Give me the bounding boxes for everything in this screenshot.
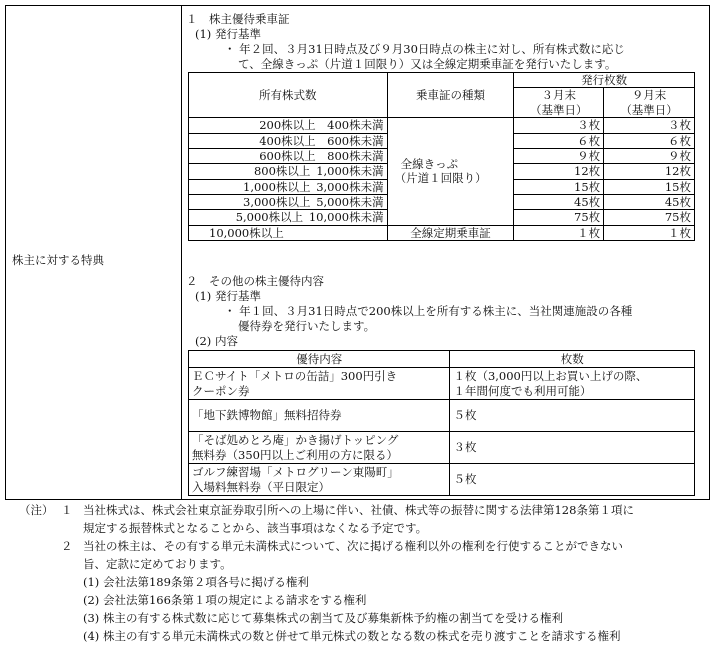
list-item: (1) 会社法第189条第２項各号に掲げる権利 <box>83 575 309 589</box>
table-row: ＥＣサイト「メトロの缶詰」300円引き クーポン券 <box>189 368 450 400</box>
table-row: 3,000株以上 5,000株未満 <box>189 195 388 210</box>
table-row: 600株以上 800株未満 <box>189 148 388 163</box>
benefits-frame <box>5 5 710 500</box>
table-row: 「地下鉄博物館」無料招待券 <box>189 400 450 432</box>
table-row: 200株以上 400株未満 <box>189 118 388 133</box>
section1-body-line1: ・ 年２回、３月31日時点及び９月30日時点の株主に対し、所有株式数に応じ <box>224 42 625 56</box>
note1-line1: 当社株式は、株式会社東京証券取引所への上場に伴い、社債、株式等の振替に関する法律第128条第１項に <box>83 503 634 517</box>
column-divider <box>181 6 182 499</box>
col-count-header: 発行枚数 <box>514 73 695 88</box>
row-label: 株主に対する特典 <box>12 253 104 267</box>
section2-body-line2: 優待券を発行いたします。 <box>238 319 376 333</box>
table-row: 10,000株以上 <box>189 225 388 240</box>
col-type-header: 乗車証の種類 <box>387 73 514 118</box>
section1-title: １ 株主優待乗車証 <box>186 12 290 26</box>
list-item: (3) 株主の有する株式数に応じて募集株式の割当て及び募集新株予約権の割当てを受ける権利 <box>83 611 563 625</box>
ticket-table: 所有株式数 乗車証の種類 発行枚数 ３月末 （基準日） ９月末 （基準日） 200株以上 400株未満 全線きっぷ （片道１回限り） ３枚 ３枚 400株以上 600株未満 ６枚 ６枚 600株以上 800株未満 ９枚 ９枚 800株以上 1,000株未満 12枚 12枚 1,000株以上 3,000株未満 15枚 15枚 3,000株以上 5,000株未満 45枚 45枚 5,000株以上 10,000株未満 75枚 75枚 10,000株以上 全線定期乗車証 １枚 １枚 <box>188 72 695 241</box>
notes-heading: （注） <box>19 503 54 517</box>
col-count-header: 枚数 <box>450 351 695 368</box>
col-march-header: ３月末 （基準日） <box>514 88 604 118</box>
section2-body-line1: ・ 年１回、３月31日時点で200株以上を所有する株主に、当社関連施設の各種 <box>224 304 633 318</box>
note2-line1: 当社の株主は、その有する単元未満株式について、次に掲げる権利以外の権利を行使することができない <box>83 539 624 553</box>
note1-line2: 規定する振替株式となることから、該当事項はなくなる予定です。 <box>83 521 428 535</box>
list-item: (4) 株主の有する単元未満株式の数と併せて単元株式の数となる数の株式を売り渡すことを請求する権利 <box>83 629 621 643</box>
table-row: 1,000株以上 3,000株未満 <box>189 179 388 194</box>
note2-line2: 旨、定款に定めております。 <box>83 557 232 571</box>
list-item: (2) 会社法第166条第１項の規定による請求をする権利 <box>83 593 367 607</box>
section1-subheading: (1) 発行基準 <box>195 27 261 41</box>
section2-title: ２ その他の株主優待内容 <box>186 274 324 288</box>
table-row: 5,000株以上 10,000株未満 <box>189 210 388 225</box>
col-shares-header: 所有株式数 <box>189 73 388 118</box>
ticket-type-cell: 全線きっぷ （片道１回限り） <box>387 118 514 226</box>
section1-body-line2: て、全線きっぷ（片道１回限り）又は全線定期乗車証を発行いたします。 <box>238 57 617 71</box>
section2-content-heading: (2) 内容 <box>195 334 238 348</box>
table-row: 「そば処めとろ庵」かき揚げトッピング 無料券（350円以上ご利用の方に限る） <box>189 432 450 464</box>
col-september-header: ９月末 （基準日） <box>604 88 695 118</box>
table-row: 800株以上 1,000株未満 <box>189 164 388 179</box>
ticket-type-pass: 全線定期乗車証 <box>387 225 514 240</box>
note1-number: １ <box>61 503 73 517</box>
voucher-table: 優待内容 枚数 ＥＣサイト「メトロの缶詰」300円引き クーポン券 １枚（3,000円以上お買い上げの際、 １年間何度でも利用可能） 「地下鉄博物館」無料招待券 ５枚 「そば処めとろ庵」かき揚げトッピング 無料券（350円以上ご利用の方に限る） ３枚 ゴルフ練習場「メトログリーン東陽町」 入場料無料券（平日限定） ５枚 <box>188 350 695 496</box>
note2-number: ２ <box>61 539 73 553</box>
section2-subheading: (1) 発行基準 <box>195 289 261 303</box>
col-content-header: 優待内容 <box>189 351 450 368</box>
table-row: ゴルフ練習場「メトログリーン東陽町」 入場料無料券（平日限定） <box>189 464 450 496</box>
table-row: 400株以上 600株未満 <box>189 133 388 148</box>
